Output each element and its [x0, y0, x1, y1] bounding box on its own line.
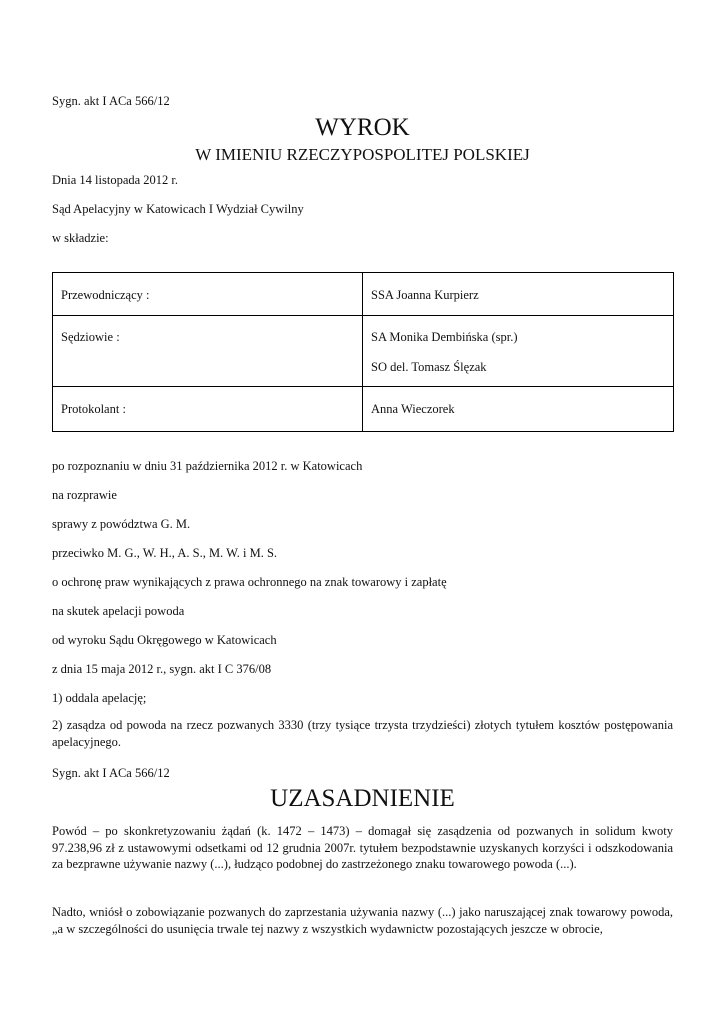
hearing-line: po rozpoznaniu w dniu 31 października 2012 r. w Katowicach: [52, 459, 363, 473]
names-cell: [363, 387, 674, 432]
judgment-date: Dnia 14 listopada 2012 r.: [52, 173, 179, 187]
document-subtitle: W IMIENIU RZECZYPOSPOLITEJ POLSKIEJ: [195, 145, 530, 164]
court-name: Sąd Apelacyjny w Katowicach I Wydział Cywilny: [52, 202, 304, 216]
ruling-point-2: 2) zasądza od powoda na rzecz pozwanych 3330 (trzy tysiące trzysta trzydzieści) złotych tytułem kosztów postępowania apelacyjnego.: [52, 718, 673, 749]
hearing-type: na rozprawie: [52, 488, 117, 502]
subject-line: o ochronę praw wynikających z prawa ochronnego na znak towarowy i zapłatę: [52, 575, 447, 589]
case-signature-top: Sygn. akt I ACa 566/12: [52, 94, 170, 108]
lower-court-line: od wyroku Sądu Okręgowego w Katowicach: [52, 633, 277, 647]
name-judge-1: SA Monika Dembińska (spr.): [371, 330, 518, 344]
table-row: [53, 387, 674, 432]
table-row: [53, 316, 674, 387]
justification-title: UZASADNIENIE: [270, 785, 455, 812]
composition-label: w składzie:: [52, 231, 109, 245]
document-title: WYROK: [315, 114, 410, 141]
names-cell: [363, 316, 674, 387]
name-presiding: SSA Joanna Kurpierz: [371, 288, 479, 302]
court-composition-table: [52, 272, 674, 432]
name-judge-2: SO del. Tomasz Ślęzak: [371, 360, 487, 374]
role-cell: [53, 387, 363, 432]
name-clerk: Anna Wieczorek: [371, 402, 455, 416]
appeal-line: na skutek apelacji powoda: [52, 604, 185, 618]
defendants-line: przeciwko M. G., W. H., A. S., M. W. i M. S.: [52, 546, 278, 560]
role-judges: Sędziowie :: [61, 330, 120, 344]
role-cell: [53, 316, 363, 387]
role-presiding: Przewodniczący :: [61, 288, 150, 302]
lower-judgment-date: z dnia 15 maja 2012 r., sygn. akt I C 376/08: [52, 662, 272, 676]
table-row: [53, 273, 674, 316]
role-clerk: Protokolant :: [61, 402, 126, 416]
justification-paragraph-2: Nadto, wniósł o zobowiązanie pozwanych do zaprzestania używania nazwy (...) jako naruszającej znak towarowy powoda, „a w szczególności do usunięcia trwale tej nazwy z wszystkich wydawnictw pozostających jeszcze w obrocie,: [52, 905, 673, 936]
ruling-point-1: 1) oddala apelację;: [52, 691, 147, 705]
case-signature-bottom: Sygn. akt I ACa 566/12: [52, 766, 170, 780]
justification-paragraph-1: Powód – po skonkretyzowaniu żądań (k. 1472 – 1473) – domagał się zasądzenia od pozwanych in solidum kwoty 97.238,96 zł z ustawowymi odsetkami od 12 grudnia 2007r. tytułem bezpodstawnie uzyskanych korzyści i odszkodowania za bezprawne używanie nazwy (...), łudząco podobnej do zastrzeżonego znaku towarowego powoda (...).: [52, 824, 673, 871]
names-cell: [363, 273, 674, 316]
plaintiff-line: sprawy z powództwa G. M.: [52, 517, 191, 531]
role-cell: [53, 273, 363, 316]
